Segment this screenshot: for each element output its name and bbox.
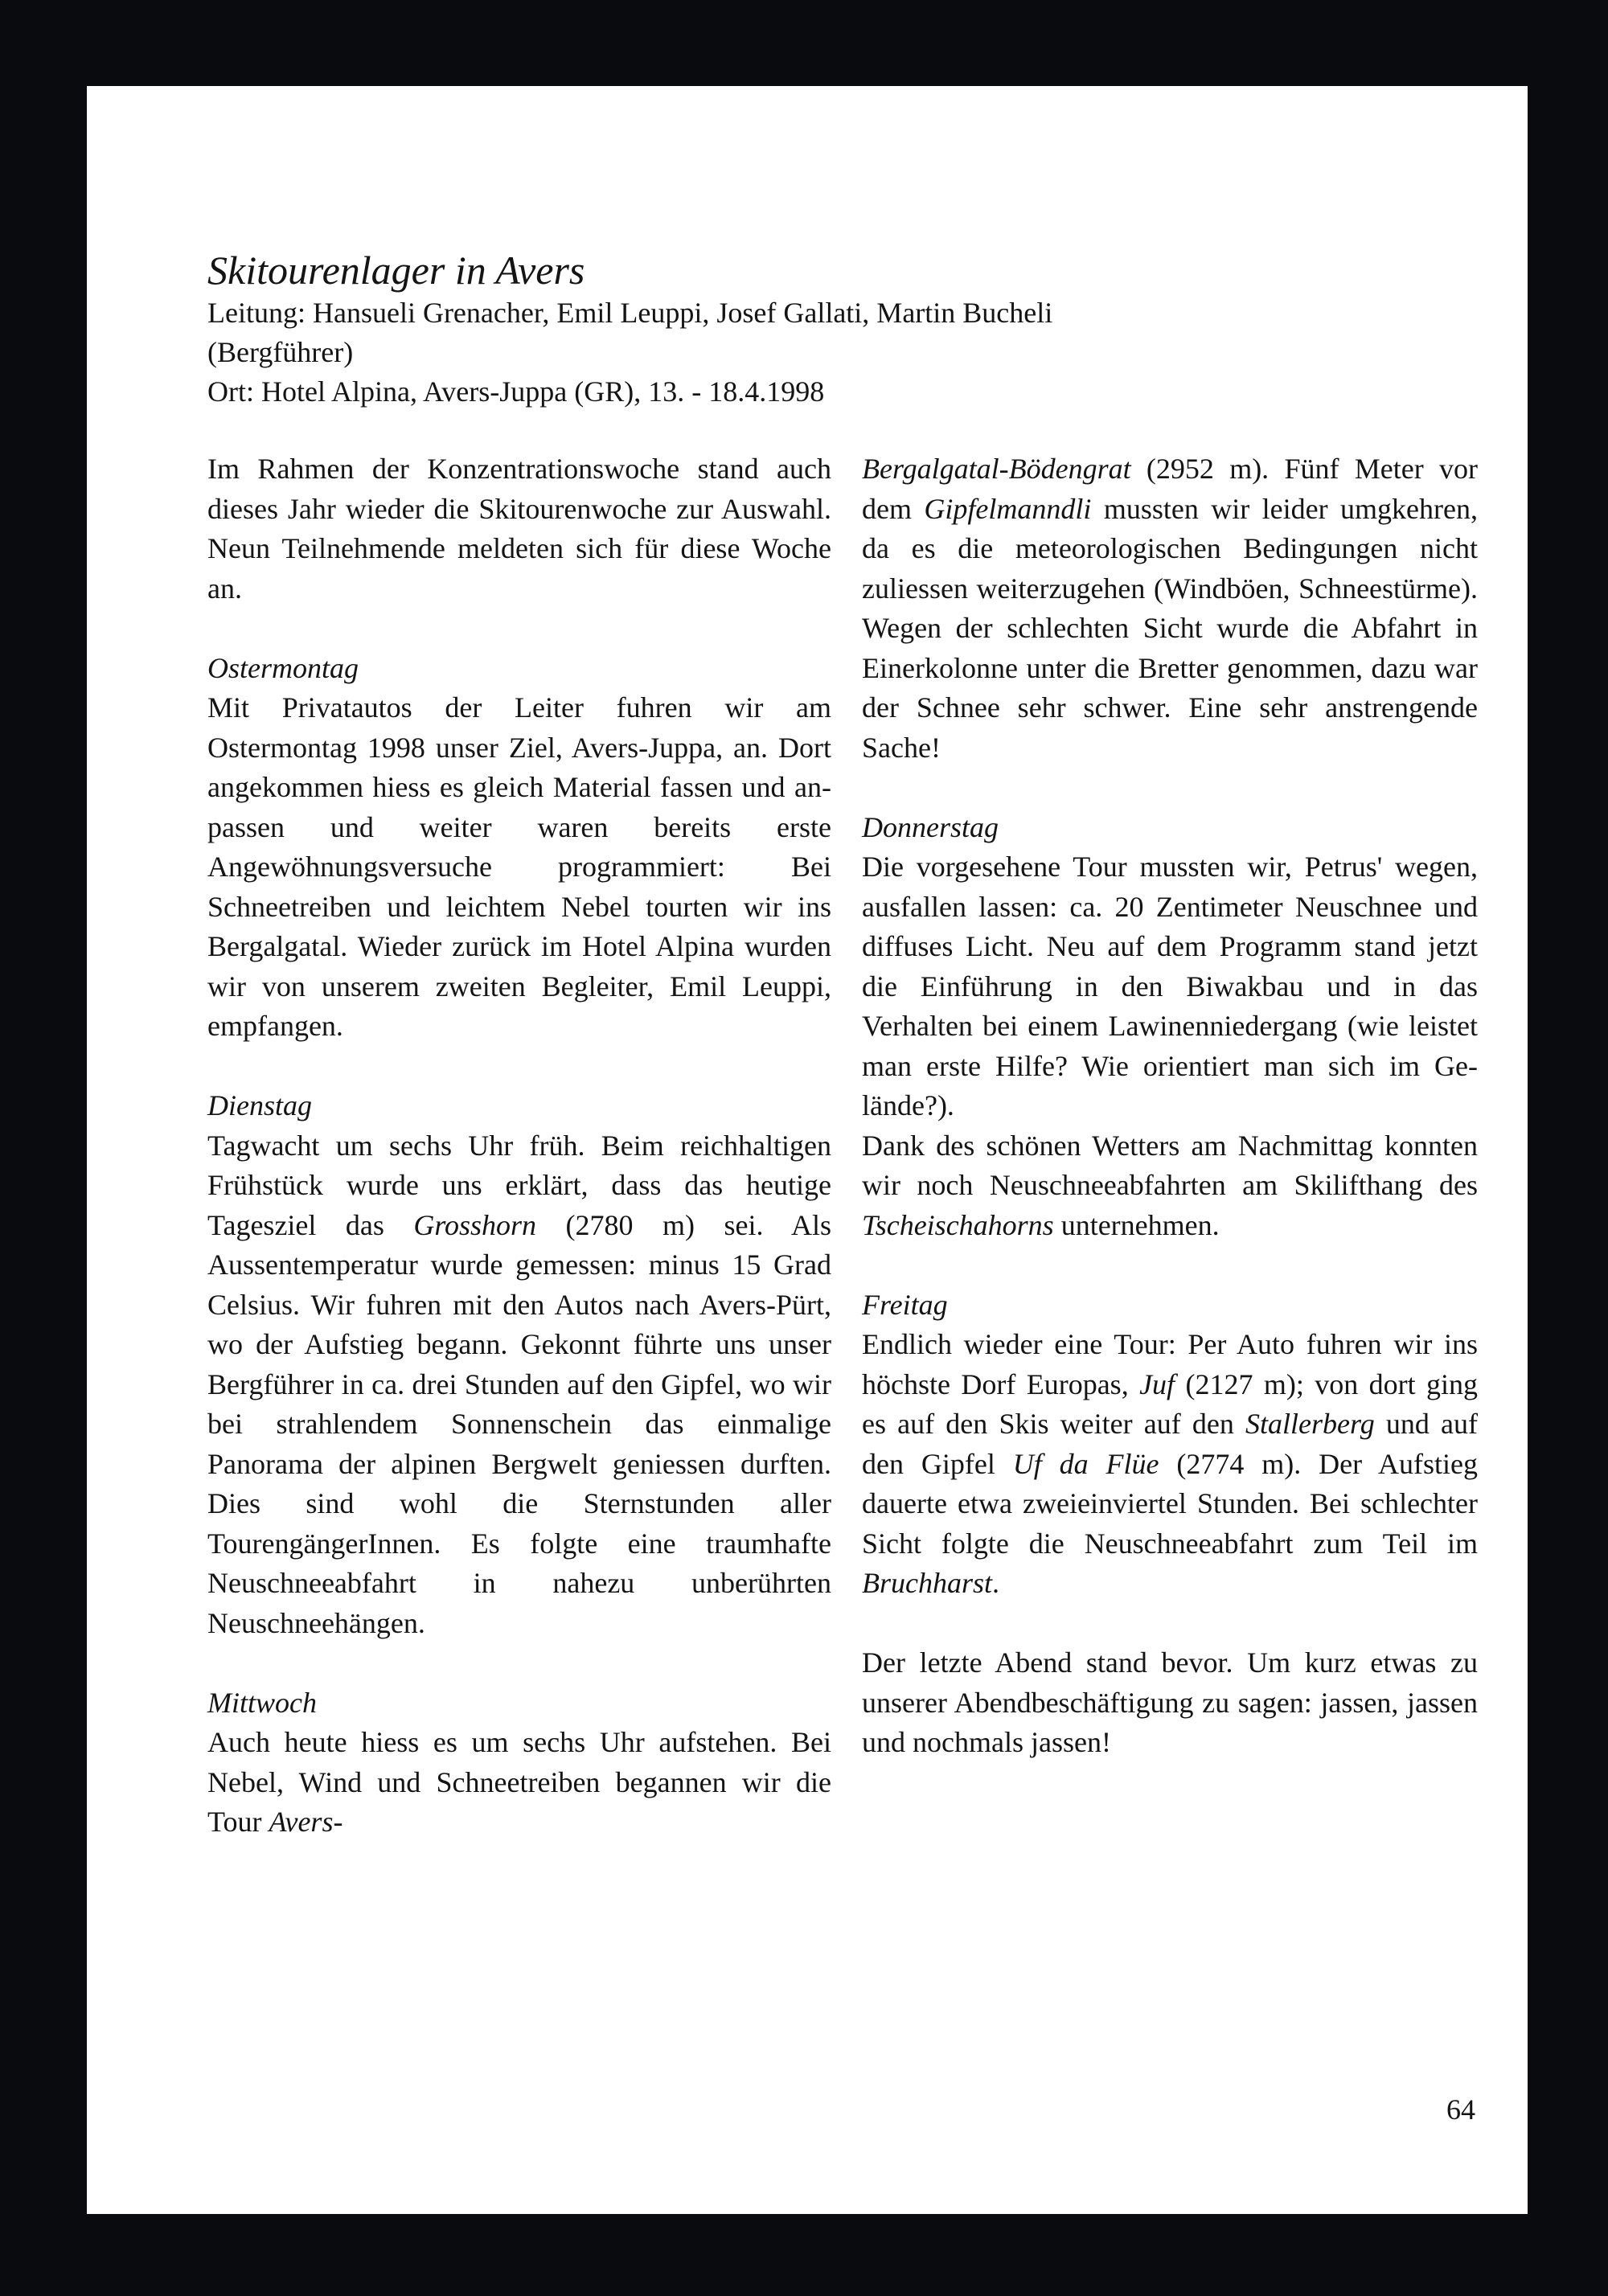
text-run: Auch heute hiess es um sechs Uhr aufstehen. Bei Nebel, Wind und Schneetreiben begannen wir die Tour xyxy=(207,1726,831,1838)
place-name: Tscheischahorns xyxy=(862,1208,1054,1241)
text-run: (2780 m) sei. Als Aussentemperatur wurde gemessen: minus 15 Grad Celsius. Wir fuhren mit den Autos nach Avers-Pürt, wo der Aufstieg begann. Gekonnt führte uns unser Bergführer in ca. drei Stunden auf den Gipfel, wo wir bei strahlendem Sonnenschein das einmalige Panorama der alpinen Bergwelt geniessen durften. Dies sind wohl die Sternstunden aller TourengängerInnen. Es folgte eine traumhafte Neuschneeabfahrt in nahezu unberührten Neuschneehängen. xyxy=(207,1208,831,1639)
text-run: und auf den Gipfel xyxy=(862,1408,1479,1480)
place-name: Gipfelmanndli xyxy=(924,492,1092,525)
section-paragraph xyxy=(207,1723,831,1843)
page-number: 64 xyxy=(1446,2093,1475,2126)
section-ostermontag xyxy=(207,649,831,1047)
section-dienstag xyxy=(207,1086,831,1643)
section-paragraph xyxy=(862,449,1478,768)
right-column xyxy=(862,449,1478,1802)
article-header xyxy=(207,247,1413,412)
location-date-line: Ort: Hotel Alpina, Avers-Juppa (GR), 13. - 18.4.1998 xyxy=(207,375,825,408)
place-name: Avers- xyxy=(269,1806,343,1838)
place-name: Juf xyxy=(1139,1367,1175,1400)
section-donnerstag xyxy=(862,808,1478,1246)
section-mittwoch xyxy=(207,1683,831,1843)
section-mittwoch-continued xyxy=(862,449,1478,768)
section-paragraph xyxy=(207,1126,831,1644)
section-freitag xyxy=(862,1285,1478,1604)
article-title: Skitourenlager in Avers xyxy=(207,248,585,293)
text-run: (2774 m). Der Aufstieg dauerte etwa zweieinviertel Stunden. Bei schlechter Sicht folgte die Neuschneeabfahrt zum Teil im xyxy=(862,1447,1478,1560)
text-run: . xyxy=(992,1567,999,1599)
place-name: Grosshorn xyxy=(413,1208,537,1241)
text-run: Tagwacht um sechs Uhr früh. Beim reichhaltigen Frühstück wurde uns erklärt, dass das heutige Tagesziel das xyxy=(207,1129,831,1241)
section-paragraph xyxy=(862,1126,1478,1246)
document-page xyxy=(87,86,1528,2214)
text-run: (2127 m); von dort ging es auf den Skis weiter auf den xyxy=(862,1367,1478,1440)
place-name: Bruchharst xyxy=(862,1567,992,1599)
intro-paragraph: Im Rahmen der Konzentrationswoche stand auch dieses Jahr wieder die Skitourenwoche zur Auswahl. Neun Teilnehmende meldeten sich für diese Woche an. xyxy=(207,453,831,605)
section-heading: Ostermontag xyxy=(207,651,359,684)
text-run: (2952 m). Fünf Meter vor dem xyxy=(862,453,1478,525)
section-heading: Dienstag xyxy=(207,1089,312,1121)
text-run: unternehmen. xyxy=(1053,1208,1220,1241)
place-name: Stallerberg xyxy=(1245,1408,1375,1440)
text-run: Endlich wieder eine Tour: Per Auto fuhren wir ins höchste Dorf Europas, xyxy=(862,1328,1478,1400)
text-run: mussten wir leider umgkehren, da es die meteorologischen Bedingungen nicht zuliessen weiterzugehen (Windböen, Schneestürme). Wegen der schlechten Sicht wurde die Abfahrt in Einerkolonne unter die Bretter genommen, dazu war der Schnee sehr schwer. Eine sehr anstrengende Sache! xyxy=(862,492,1479,764)
section-heading: Donnerstag xyxy=(862,810,999,843)
leaders-line-cont: (Bergführer) xyxy=(207,336,354,368)
closing-section xyxy=(862,1643,1478,1763)
section-heading: Freitag xyxy=(862,1288,948,1321)
section-heading: Mittwoch xyxy=(207,1686,317,1719)
leaders-line: Leitung: Hansueli Grenacher, Emil Leuppi, Josef Gallati, Martin Bucheli xyxy=(207,297,1053,329)
place-name: Bergalgatal-Bödengrat xyxy=(862,453,1131,485)
section-paragraph: Die vorgesehene Tour mussten wir, Petrus' wegen, ausfallen lassen: ca. 20 Zentimeter Neuschnee und diffuses Licht. Neu auf dem Programm stand jetzt die Einführung in den Biwakbau und in das Verhalten bei einem Lawinenniedergang (wie leistet man erste Hilfe? Wie orientiert man sich im Gelände?). xyxy=(862,851,1478,1121)
place-name: Uf da Flüe xyxy=(1012,1447,1159,1480)
section-paragraph xyxy=(862,1325,1478,1604)
left-column xyxy=(207,449,831,1882)
intro-section xyxy=(207,449,831,609)
text-run: Dank des schönen Wetters am Nachmittag konnten wir noch Neuschneeabfahrten am Skilifthang des xyxy=(862,1129,1478,1201)
section-paragraph: Mit Privatautos der Leiter fuhren wir am Ostermontag 1998 unser Ziel, Avers-Juppa, an. Dort angekommen hiess es gleich Material fassen und anpassen und weiter waren bereits erste Angewöhnungsversuche programmiert: Bei Schneetreiben und leichtem Nebel tourten wir ins Bergalgatal. Wieder zurück im Hotel Alpina wurden wir von unserem zweiten Begleiter, Emil Leuppi, empfangen. xyxy=(207,691,831,1042)
closing-paragraph: Der letzte Abend stand bevor. Um kurz etwas zu unserer Abendbeschäftigung zu sagen: jassen, jassen und nochmals jassen! xyxy=(862,1646,1478,1758)
